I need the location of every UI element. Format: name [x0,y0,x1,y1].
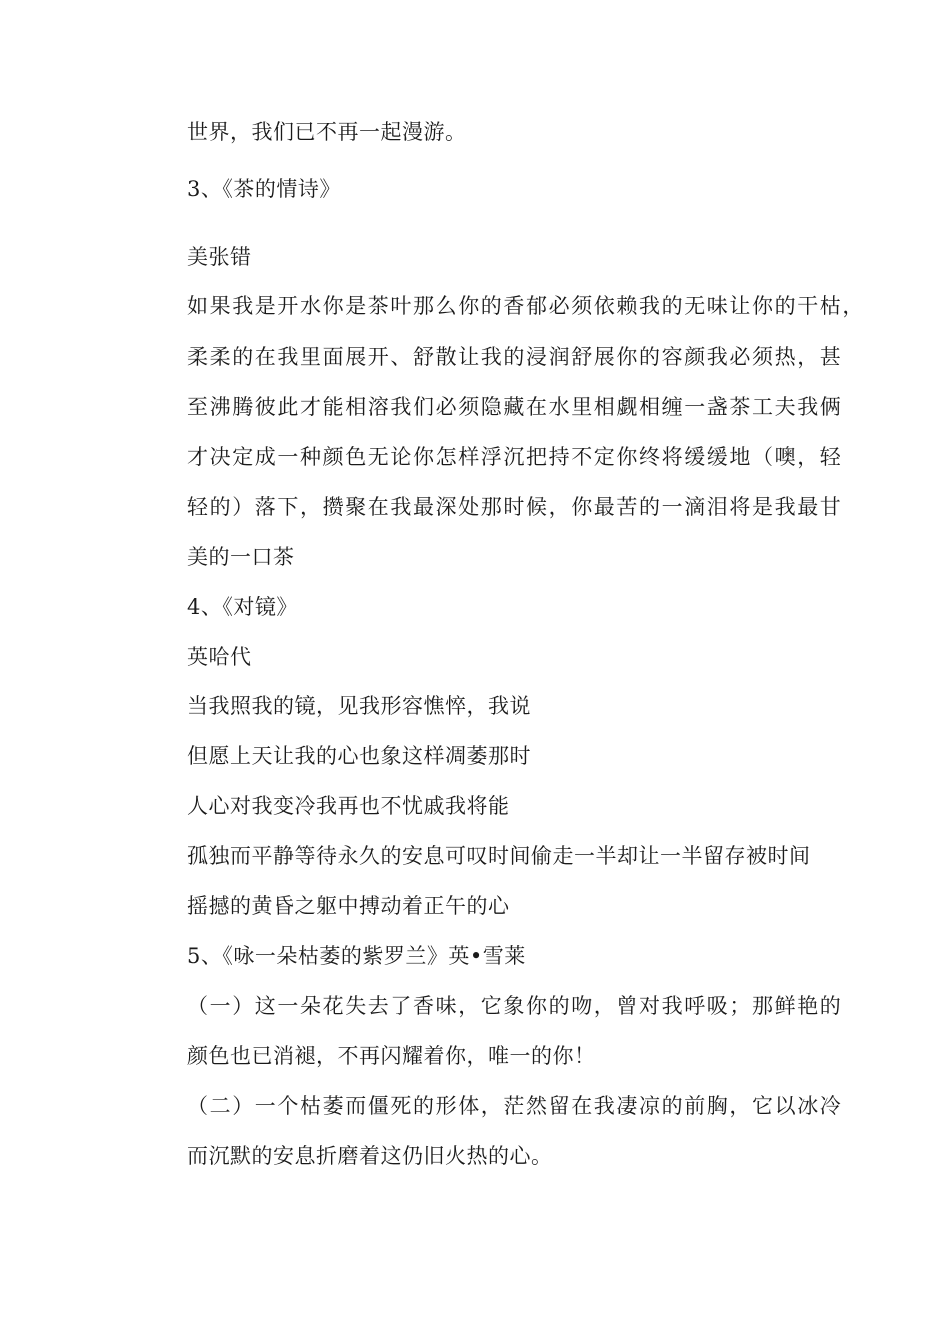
poem-author-3: 美张错 [187,245,252,269]
poem-line: 当我照我的镜，见我形容憔悴，我说 [187,694,531,718]
poem-line: （二）一个枯萎而僵死的形体，茫然留在我凄凉的前胸，它以冰冷 [187,1094,843,1118]
poem-heading-3: 3、《茶的情诗》 [187,177,341,201]
poem-line: 如果我是开水你是茶叶那么你的香郁必须依赖我的无味让你的干枯， [187,294,865,318]
poem-line: 至沸腾彼此才能相溶我们必须隐藏在水里相觑相缠一盏茶工夫我俩 [187,395,843,419]
poem-line: 摇撼的黄昏之躯中搏动着正午的心 [187,894,510,918]
poem-line: 而沉默的安息折磨着这仍旧火热的心。 [187,1144,553,1168]
poem-line: （一）这一朵花失去了香味，它象你的吻，曾对我呼吸；那鲜艳的 [187,994,843,1018]
poem-line: 颜色也已消褪，不再闪耀着你，唯一的你！ [187,1044,596,1068]
poem-line: 但愿上天让我的心也象这样凋萎那时 [187,744,531,768]
poem-heading-5: 5、《咏一朵枯萎的紫罗兰》英•雪莱 [187,944,526,968]
poem-line: 才决定成一种颜色无论你怎样浮沉把持不定你终将缓缓地（噢，轻 [187,445,843,469]
poem-line: 美的一口茶 [187,545,295,569]
poem-line: 孤独而平静等待永久的安息可叹时间偷走一半却让一半留存被时间 [187,844,811,868]
paragraph-line: 世界，我们已不再一起漫游。 [187,120,467,144]
poem-heading-4: 4、《对镜》 [187,595,298,619]
poem-line: 人心对我变冷我再也不忧戚我将能 [187,794,510,818]
poem-author-4: 英哈代 [187,645,252,669]
poem-line: 轻的）落下，攒聚在我最深处那时候，你最苦的一滴泪将是我最甘 [187,495,843,519]
poem-line: 柔柔的在我里面展开、舒散让我的浸润舒展你的容颜我必须热，甚 [187,345,843,369]
